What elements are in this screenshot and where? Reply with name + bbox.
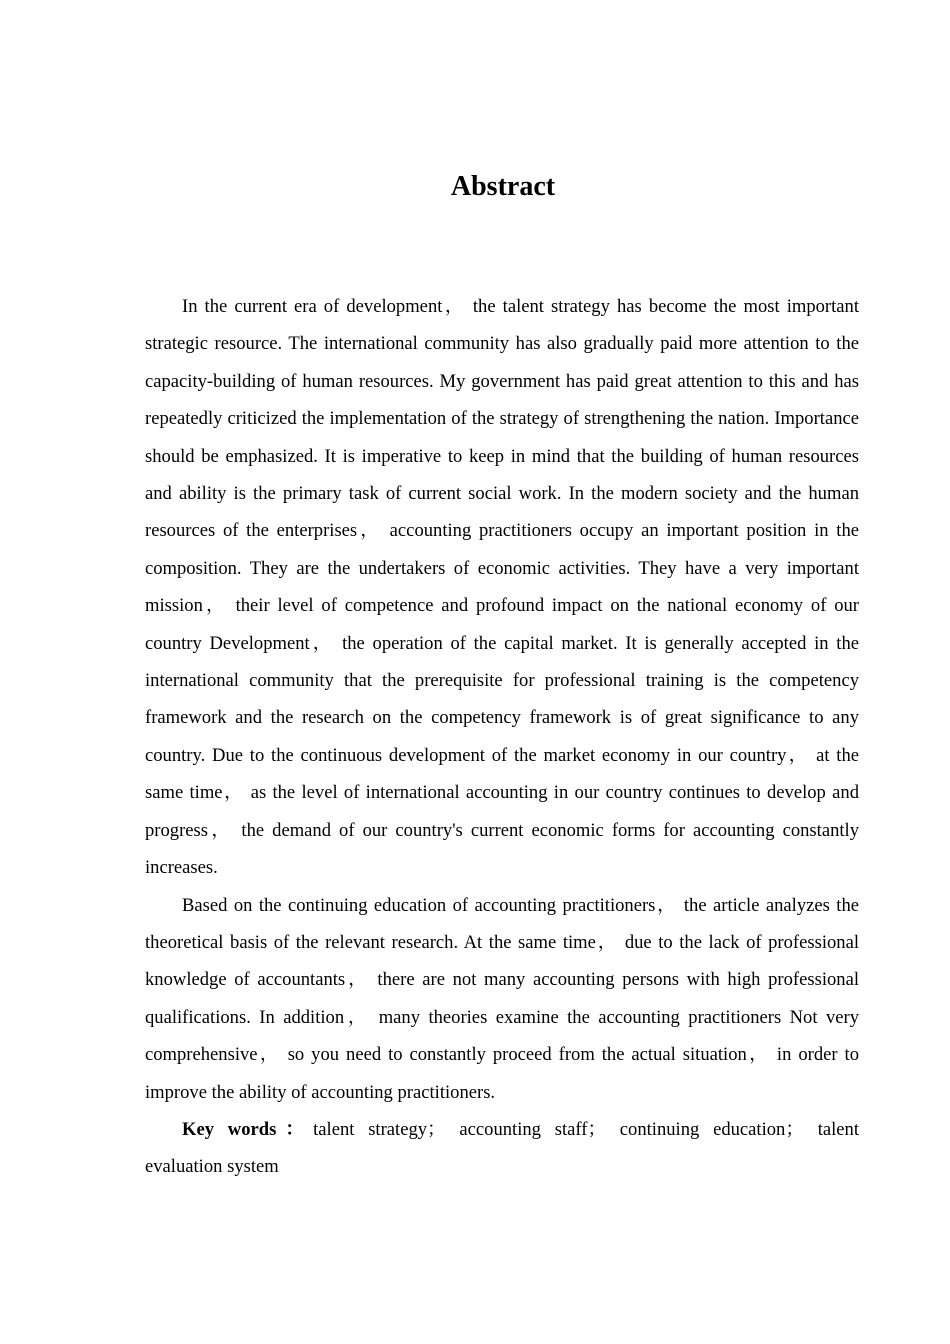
- keywords-label: Key words：: [182, 1118, 314, 1140]
- abstract-paragraph-1: In the current era of development， the talent strategy has become the most important strategic resource. The international community has also gradually paid more attention to the capacity-building of human resources. My government has paid great attention to this and has repeatedly criticized the implementation of the strategy of strengthening the nation. Importance should be emphasized. It is imperative to keep in mind that the building of human resources and ability is the primary task of current social work. In the modern society and the human resources of the enterprises， accounting practitioners occupy an important position in the composition. They are the undertakers of economic activities. They have a very important mission， their level of competence and profound impact on the national economy of our country Development， the operation of the capital market. It is generally accepted in the international community that the prerequisite for professional training is the competency framework and the research on the competency framework is of great significance to any country. Due to the continuous development of the market economy in our country， at the same time， as the level of international accounting in our country continues to develop and progress， the demand of our country's current economic forms for accounting constantly increases.: [145, 296, 859, 879]
- keywords-text: talent strategy； accounting staff； continuing education； talent evaluation system: [145, 1118, 860, 1178]
- page-title: Abstract: [450, 171, 556, 202]
- abstract-body: [145, 288, 859, 1186]
- abstract-paragraph-2: Based on the continuing education of accounting practitioners， the article analyzes the theoretical basis of the relevant research. At the same time， due to the lack of professional knowledge of accountants， there are not many accounting persons with high professional qualifications. In addition， many theories examine the accounting practitioners Not very comprehensive， so you need to constantly proceed from the actual situation， in order to improve the ability of accounting practitioners.: [145, 894, 859, 1103]
- keywords-paragraph: [145, 1111, 859, 1186]
